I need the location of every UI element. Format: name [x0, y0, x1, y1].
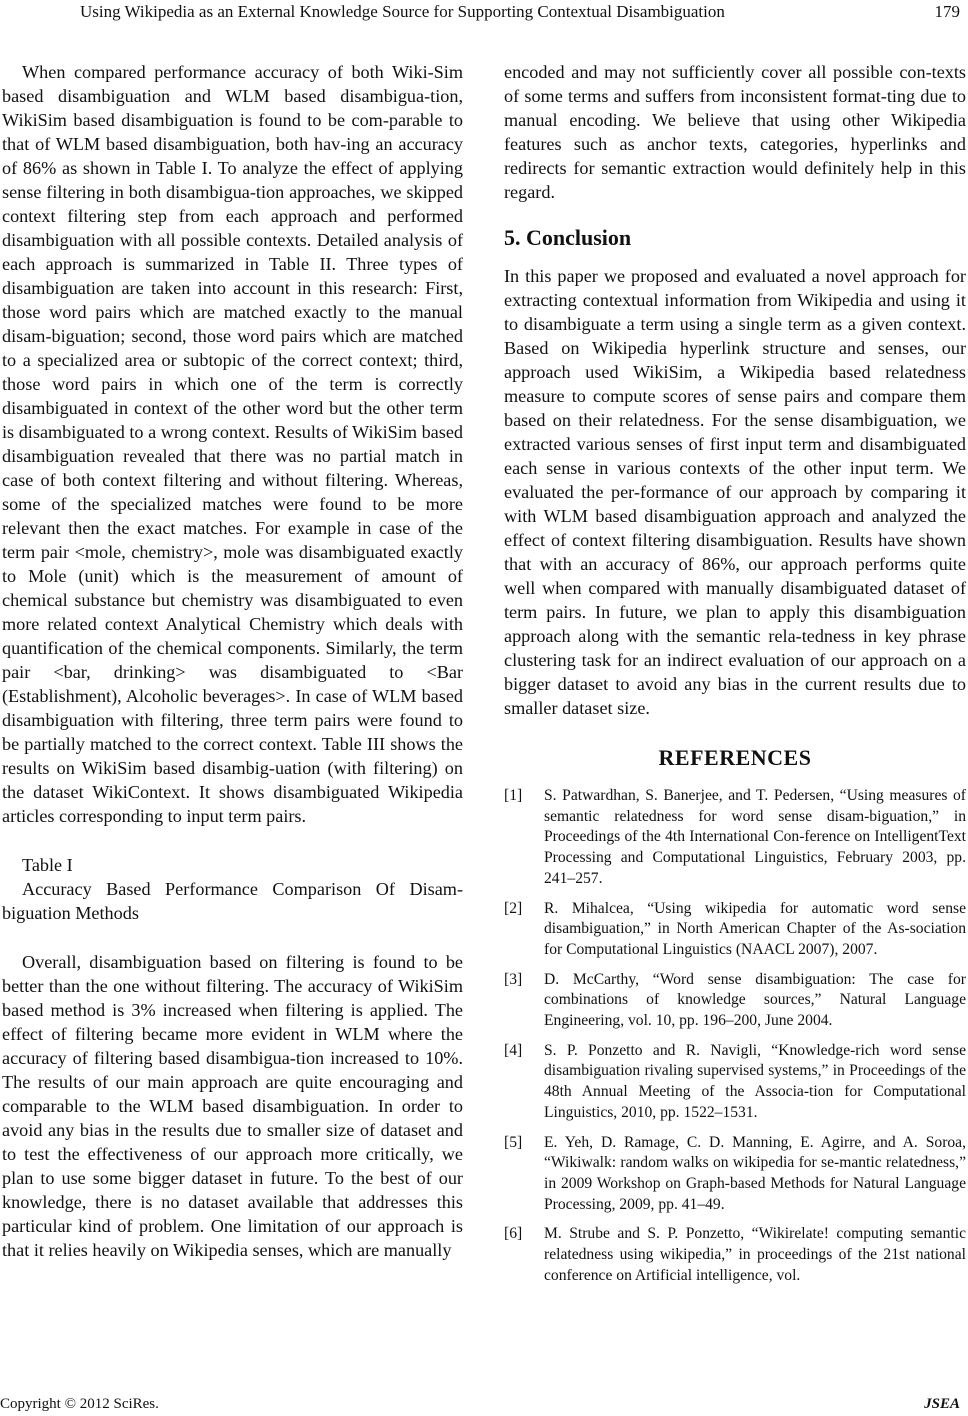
reference-text: R. Mihalcea, “Using wikipedia for automatic word sense disambiguation,” in North American Chapter of the As-sociation for Computational Linguistics (NAACL 2007), 2007. — [544, 899, 966, 958]
reference-item — [504, 1041, 966, 1124]
table-label: Table I — [22, 855, 73, 875]
table-caption — [2, 853, 463, 925]
reference-number: [3] — [504, 970, 523, 988]
section-heading: 5. Conclusion — [504, 225, 632, 250]
reference-number: [5] — [504, 1133, 523, 1151]
reference-item — [504, 1224, 966, 1286]
results-paragraph: When compared performance accuracy of both Wiki-Sim based disambiguation and WLM based disambigua-tion, WikiSim based disambiguation is found to be com-parable to that of WLM based disambiguation, both hav-ing an accuracy of 86% as shown in Table I. To analyze the effect of applying sense filtering in both disambigua-tion approaches, we skipped context filtering step from each approach and performed disambiguation with all possible contexts. Detailed analysis of each approach is summarized in Table II. Three types of disambiguation are taken into account in this research: First, those word pairs which are matched exactly to the manual disam-biguation; second, those word pairs which are matched to a specialized area or subtopic of the correct context; third, those word pairs in which one of the term is correctly disambiguated in context of the other word but the other term is disambiguated to a wrong context. Results of WikiSim based disambiguation revealed that there was no partial match in case of both context filtering and without filtering. Whereas, some of the specialized matches were found to be more relevant then the exact matches. For example in case of the term pair <mole, chemistry>, mole was disambiguated exactly to Mole (unit) which is the measurement of amount of chemical substance but chemistry was disambiguated to even more related context Analytical Chemistry which deals with quantification of the chemical components. Similarly, the term pair <bar, drinking> was disambiguated to <Bar (Establishment), Alcoholic beverages>. In case of WLM based disambiguation with filtering, three term pairs were found to be partially matched to the correct context. Table III shows the results on WikiSim based disambig-uation (with filtering) on the dataset WikiContext. It shows disambiguated Wikipedia articles corresponding to input term pairs. — [2, 62, 463, 826]
conclusion-paragraph: In this paper we proposed and evaluated a novel approach for extracting contextual information from Wikipedia and using it to disambiguate a term using a single term as a given context. Based on Wikipedia hyperlink structure and senses, our approach used WikiSim, a Wikipedia based relatedness measure to compute scores of sense pairs and compare them based on their relatedness. For the sense disambiguation, we extracted various senses of first input term and disambiguated each sense in various contexts of the other input term. We evaluated the per-formance of our approach by comparing it with WLM based disambiguation approach and analyzed the effect of context filtering disambiguation. Results have shown that with an accuracy of 86%, our approach performs quite well when compared with manually disambiguated dataset of term pairs. In future, we plan to apply this disambiguation approach along with the semantic rela-tedness in key phrase clustering task for an indirect evaluation of our approach on a bigger dataset to avoid any bias in the current results due to smaller dataset size. — [504, 266, 966, 718]
copyright-notice: Copyright © 2012 SciRes. — [0, 1396, 159, 1412]
page-footer — [0, 1396, 968, 1416]
table-title: Accuracy Based Performance Comparison Of Disam-biguation Methods — [2, 879, 463, 923]
reference-number: [1] — [504, 787, 523, 804]
references-heading: REFERENCES — [658, 745, 812, 770]
reference-text: M. Strube and S. P. Ponzetto, “Wikirelate! computing semantic relatedness using wikipedia,” in proceedings of the 21st national conference on Artificial intelligence, vol. — [544, 1225, 966, 1284]
reference-text: S. P. Ponzetto and R. Navigli, “Knowledge-rich word sense disambiguation rivaling supervised systems,” in Proceedings of the 48th Annual Meeting of the Associa-tion for Computational Linguistics, 2010, pp. 1522–1531. — [544, 1041, 966, 1121]
right-column — [504, 60, 966, 1295]
reference-number: [4] — [504, 1041, 523, 1059]
reference-item — [504, 970, 966, 1032]
reference-item — [504, 786, 966, 890]
continuation-paragraph: encoded and may not sufficiently cover all possible con-texts of some terms and suffers from inconsistent format-ting due to manual encoding. We believe that using other Wikipedia features such as anchor texts, categories, hyperlinks and redirects for semantic extraction would definitely help in this regard. — [504, 62, 966, 202]
reference-text: E. Yeh, D. Ramage, C. D. Manning, E. Agirre, and A. Soroa, “Wikiwalk: random walks on wikipedia for se-mantic relatedness,” in 2009 Workshop on Graph-based Methods for Natural Language Processing, 2009, pp. 41–49. — [544, 1133, 966, 1213]
reference-number: [2] — [504, 899, 523, 917]
reference-number: [6] — [504, 1225, 523, 1243]
page-number: 179 — [934, 2, 960, 21]
left-column — [2, 60, 463, 1262]
reference-text: S. Patwardhan, S. Banerjee, and T. Pedersen, “Using measures of semantic relatedness for word sense disam-biguation,” in Proceedings of the 4th International Con-ference on IntelligentText Processing and Computational Linguistics, February 2003, pp. 241–257. — [544, 787, 966, 887]
running-title: Using Wikipedia as an External Knowledge Source for Supporting Contextual Disambiguation — [80, 2, 725, 21]
reference-text: D. McCarthy, “Word sense disambiguation: The case for combinations of knowledge sources,” Natural Language Engineering, vol. 10, pp. 196–200, June 2004. — [544, 970, 966, 1030]
references-list — [504, 786, 966, 1286]
discussion-paragraph: Overall, disambiguation based on filtering is found to be better than the one without filtering. The accuracy of WikiSim based method is 3% increased when filtering is applied. The effect of filtering became more evident in WLM where the accuracy of filtering based disambigua-tion increased to 10%. The results of our main approach are quite encouraging and comparable to the WLM based disambiguation. In order to avoid any bias in the results due to smaller size of dataset and to test the effectiveness of our approach more critically, we plan to use some bigger dataset in future. To the best of our knowledge, there is no dataset available that addresses this particular kind of problem. One limitation of our approach is that it relies heavily on Wikipedia senses, which are manually — [2, 952, 463, 1260]
reference-item — [504, 1133, 966, 1216]
reference-item — [504, 899, 966, 961]
journal-abbreviation: JSEA — [924, 1396, 960, 1412]
page-header — [0, 0, 968, 26]
